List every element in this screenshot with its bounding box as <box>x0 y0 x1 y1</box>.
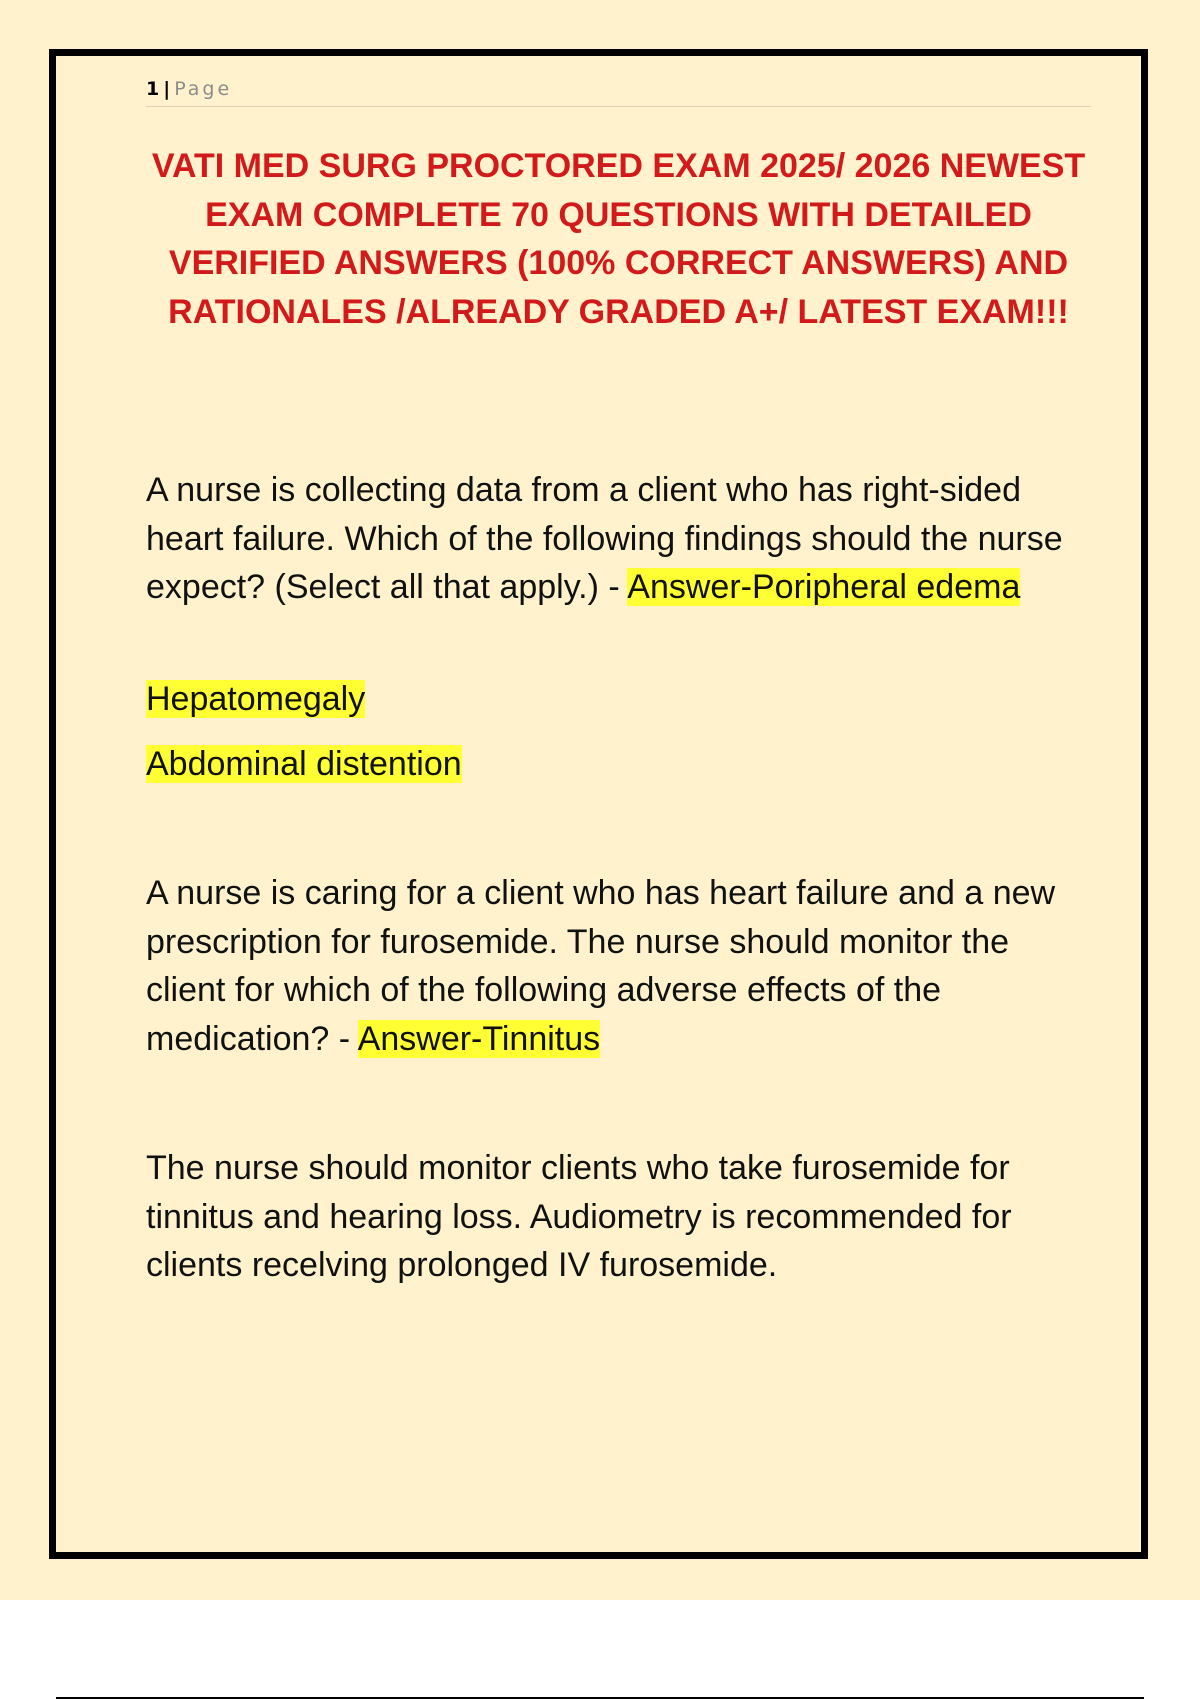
bottom-divider <box>56 1697 1144 1699</box>
question-1-answer-3 <box>146 740 1091 789</box>
answer-hepatomegaly: Hepatomegaly <box>146 680 366 718</box>
question-2-text: A nurse is caring for a client who has heart failure and a new prescription for furosemide. The nurse should monitor the client for which of the following adverse effects of the medication? - <box>146 874 1056 1058</box>
rationale-paragraph: The nurse should monitor clients who take furosemide for tinnitus and hearing loss. Audiometry is recommended for clients recelving prolonged IV furosemide. <box>146 1149 1012 1284</box>
question-1-answer-2 <box>146 675 1091 724</box>
question-2 <box>146 869 1091 1063</box>
page-separator: | <box>163 78 171 100</box>
page-label: Page <box>174 78 233 100</box>
answer-abdominal-distention: Abdominal distention <box>146 745 462 783</box>
page-header <box>146 76 1091 107</box>
question-1 <box>146 466 1091 612</box>
page-number: 1 <box>146 78 160 100</box>
question-1-answer: Answer-Poripheral edema <box>627 568 1021 606</box>
document-title: VATI MED SURG PROCTORED EXAM 2025/ 2026 NEWEST EXAM COMPLETE 70 QUESTIONS WITH DETAILED VERIFIED ANSWERS (100% CORRECT ANSWERS) AND RATIONALES /ALREADY GRADED A+/ LATEST EXAM!!! <box>151 147 1086 331</box>
question-1-text: A nurse is collecting data from a client who has right-sided heart failure. Which of the following findings should the nurse expect? (Select all that apply.) - <box>146 471 1063 606</box>
question-2-answer: Answer-Tinnitus <box>357 1019 601 1058</box>
